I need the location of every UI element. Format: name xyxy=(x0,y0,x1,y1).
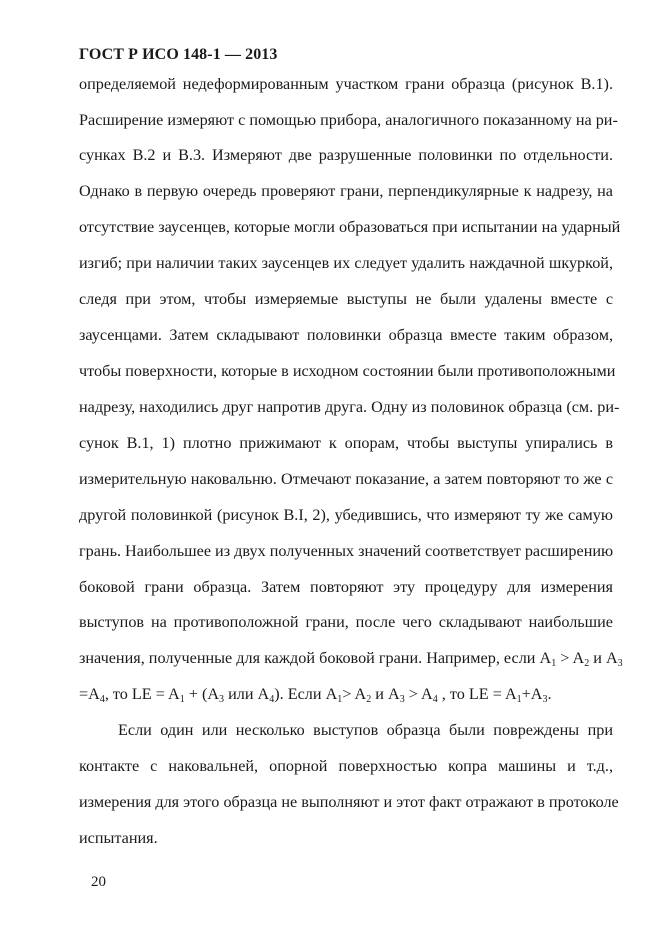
text-line: боковой грани образца. Затем повторяют эту процедуру для измерения xyxy=(79,578,613,596)
text-line: испытания. xyxy=(79,829,158,847)
subscript: 1 xyxy=(337,694,343,705)
text-line: заусенцами. Затем складывают половинки образца вместе таким образом, xyxy=(79,326,613,344)
formula-text: =A xyxy=(79,685,100,703)
subscript: 2 xyxy=(584,658,590,669)
document-header: ГОСТ Р ИСО 148-1 — 2013 xyxy=(79,46,278,63)
subscript: 4 xyxy=(99,694,105,705)
formula-text: и A xyxy=(589,649,618,667)
subscript: 1 xyxy=(179,694,185,705)
subscript: 3 xyxy=(399,694,405,705)
formula-text: > A xyxy=(556,649,585,667)
text-line: Если один или несколько выступов образца были повреждены при xyxy=(118,721,613,739)
formula-text: + (A xyxy=(184,685,220,703)
text-line: чтобы поверхности, которые в исходном состоянии были противоположными xyxy=(79,362,616,380)
subscript: 3 xyxy=(542,694,548,705)
formula-text: , то LE = A xyxy=(437,685,517,703)
text-line: контакте с наковальней, опорной поверхностью копра машины и т.д., xyxy=(79,757,613,775)
formula-text: , то LE = A xyxy=(104,685,180,703)
formula-text: ). Если A xyxy=(274,685,338,703)
formula-text: +A xyxy=(521,685,543,703)
subscript: 3 xyxy=(219,694,225,705)
text-line: измерения для этого образца не выполняют и этот факт отражают в протоколе xyxy=(79,793,619,811)
text-line: другой половинкой (рисунок В.I, 2), убедившись, что измеряют ту же самую xyxy=(79,506,613,524)
text-line: отсутствие заусенцев, которые могли образоваться при испытании на ударный xyxy=(79,218,621,236)
subscript: 1 xyxy=(516,694,522,705)
formula-text: > A xyxy=(404,685,433,703)
subscript: 4 xyxy=(432,694,438,705)
subscript: 3 xyxy=(617,658,623,669)
text-line: следя при этом, чтобы измеряемые выступы не были удалены вместе с xyxy=(79,290,613,308)
formula-text: и A xyxy=(371,685,400,703)
formula-line xyxy=(79,685,613,703)
text-line: измерительную наковальню. Отмечают показание, а затем повторяют то же с xyxy=(79,470,613,488)
text-line: выступов на противоположной грани, после чего складывают наибольшие xyxy=(79,613,613,631)
page-number: 20 xyxy=(91,874,106,890)
text-line: надрезу, находились друг напротив друга. Одну из половинок образца (см. ри- xyxy=(79,398,620,416)
text-line: изгиб; при наличии таких заусенцев их следует удалить наждачной шкуркой, xyxy=(79,254,613,272)
text-line: сунках В.2 и В.3. Измеряют две разрушенные половинки по отдельности. xyxy=(79,146,613,164)
text-line: сунок В.1, 1) плотно прижимают к опорам, чтобы выступы упирались в xyxy=(79,434,613,452)
formula-text: . xyxy=(547,685,552,703)
formula-line xyxy=(79,649,623,669)
formula-text: или A xyxy=(224,685,270,703)
formula-text: > A xyxy=(342,685,367,703)
text-line: Расширение измеряют с помощью прибора, аналогичного показанному на ри- xyxy=(79,111,618,129)
text-line: грань. Наибольшее из двух полученных значений соответствует расширению xyxy=(79,542,614,560)
subscript: 1 xyxy=(551,658,557,669)
text-line: определяемой недеформированным участком грани образца (рисунок В.1). xyxy=(79,75,613,93)
formula-text: значения, полученные для каждой боковой грани. Например, если A xyxy=(79,649,552,667)
subscript: 4 xyxy=(269,694,275,705)
subscript: 2 xyxy=(366,694,372,705)
text-line: Однако в первую очередь проверяют грани, перпендикулярные к надрезу, на xyxy=(79,182,613,200)
